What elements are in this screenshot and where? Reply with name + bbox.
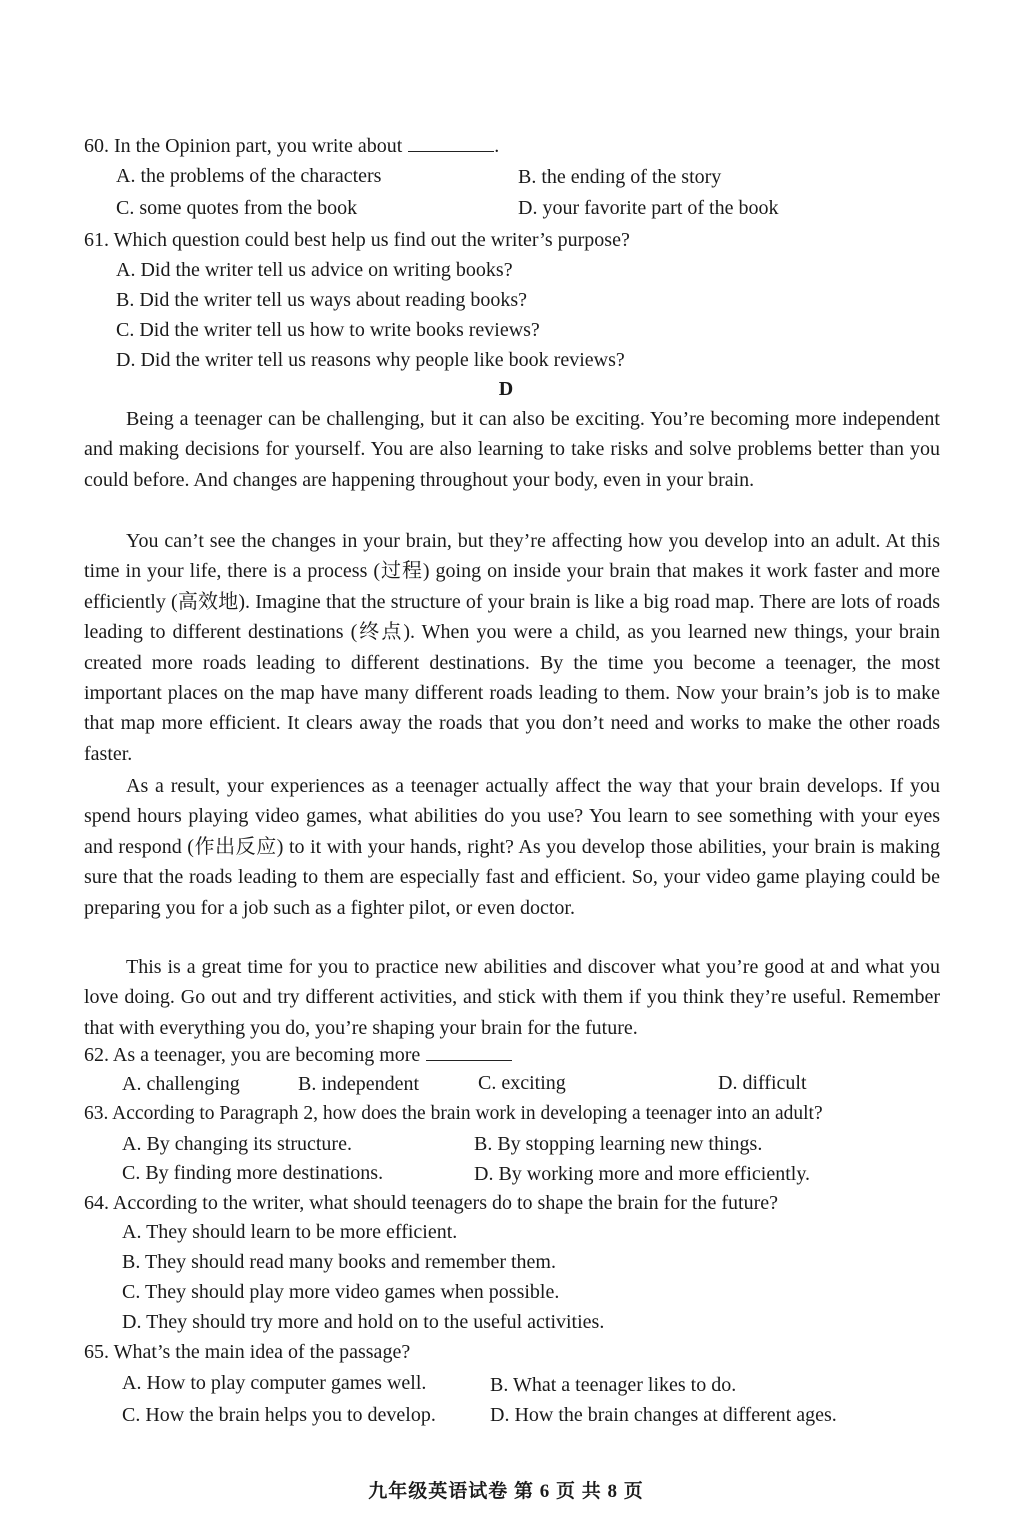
q60-option-a: A. the problems of the characters <box>116 165 382 187</box>
q60-option-b: B. the ending of the story <box>518 166 722 188</box>
question-62-stem: 62. As a teenager, you are becoming more <box>84 1044 421 1066</box>
q64-option-a: A. They should learn to be more efficient. <box>122 1221 458 1243</box>
q61-option-c: C. Did the writer tell us how to write books reviews? <box>116 319 540 341</box>
q65-option-b: B. What a teenager likes to do. <box>490 1374 737 1396</box>
q64-option-c: C. They should play more video games when possible. <box>122 1281 560 1303</box>
answer-blank <box>408 133 494 152</box>
q65-option-c: C. How the brain helps you to develop. <box>122 1404 436 1426</box>
question-60-stem: 60. In the Opinion part, you write about <box>84 135 403 157</box>
q65-option-a: A. How to play computer games well. <box>122 1372 427 1394</box>
q64-option-b: B. They should read many books and remember them. <box>122 1251 556 1273</box>
page-footer: 九年级英语试卷 第 6 页 共 8 页 <box>368 1481 644 1502</box>
passage-paragraph-3: As a result, your experiences as a teenager actually affect the way that your brain develops. If you spend hours playing video games, what abilities do you use? You learn to see something with your eyes and respond (作出反应) to it with your hands, right? As you develop those abilities, your brain is making sure that the roads leading to them are especially fast and efficient. So, your video game playing could be preparing you for a job such as a fighter pilot, or even doctor. <box>84 775 940 919</box>
section-heading: D <box>498 378 514 400</box>
passage-paragraph-4: This is a great time for you to practice new abilities and discover what you’re good at and what you love doing. Go out and try different activities, and stick with them if you think they’re useful. Remember that with everything you do, you’re shaping your brain for the future. <box>84 956 940 1039</box>
q61-option-d: D. Did the writer tell us reasons why people like book reviews? <box>116 349 625 371</box>
passage-paragraph-2: You can’t see the changes in your brain, but they’re affecting how you develop into an adult. At this time in your life, there is a process (过程) going on inside your brain that makes it work faster and more efficiently (高效地). Imagine that the structure of your brain is like a big road map. There are lots of roads leading to different destinations (终点). When you were a child, as you learned new things, your brain created more roads leading to different destinations. By the time you become a teenager, the most important places on the map have many different roads leading to them. Now your brain’s job is to make that map more efficient. It clears away the roads that you don’t need and works to make the other roads faster. <box>84 530 940 765</box>
q62-option-c: C. exciting <box>478 1072 566 1094</box>
q65-option-d: D. How the brain changes at different ages. <box>490 1404 837 1426</box>
passage-paragraph-1: Being a teenager can be challenging, but it can also be exciting. You’re becoming more independent and making decisions for yourself. You are also learning to take risks and solve problems better than you could before. And changes are happening throughout your body, even in your brain. <box>84 408 940 491</box>
question-64-stem: 64. According to the writer, what should teenagers do to shape the brain for the future? <box>84 1192 778 1214</box>
q62-option-d: D. difficult <box>718 1072 807 1094</box>
q62-option-a: A. challenging <box>122 1073 240 1095</box>
q63-option-c: C. By finding more destinations. <box>122 1162 384 1184</box>
answer-blank <box>426 1042 512 1061</box>
q63-option-b: B. By stopping learning new things. <box>474 1133 763 1155</box>
q64-option-d: D. They should try more and hold on to the useful activities. <box>122 1311 605 1333</box>
q63-option-a: A. By changing its structure. <box>122 1133 352 1155</box>
question-65-stem: 65. What’s the main idea of the passage? <box>84 1341 411 1363</box>
q60-option-c: C. some quotes from the book <box>116 197 358 219</box>
q61-option-b: B. Did the writer tell us ways about reading books? <box>116 289 528 311</box>
q63-option-d: D. By working more and more efficiently. <box>474 1163 811 1185</box>
q60-option-d: D. your favorite part of the book <box>518 197 779 219</box>
q62-option-b: B. independent <box>298 1073 420 1095</box>
question-63-stem: 63. According to Paragraph 2, how does the brain work in developing a teenager into an adult? <box>84 1103 823 1124</box>
question-60: 60. In the Opinion part, you write about . <box>84 135 500 157</box>
question-62 <box>84 1042 512 1067</box>
q61-option-a: A. Did the writer tell us advice on writing books? <box>116 259 513 281</box>
question-61-stem: 61. Which question could best help us find out the writer’s purpose? <box>84 229 630 251</box>
